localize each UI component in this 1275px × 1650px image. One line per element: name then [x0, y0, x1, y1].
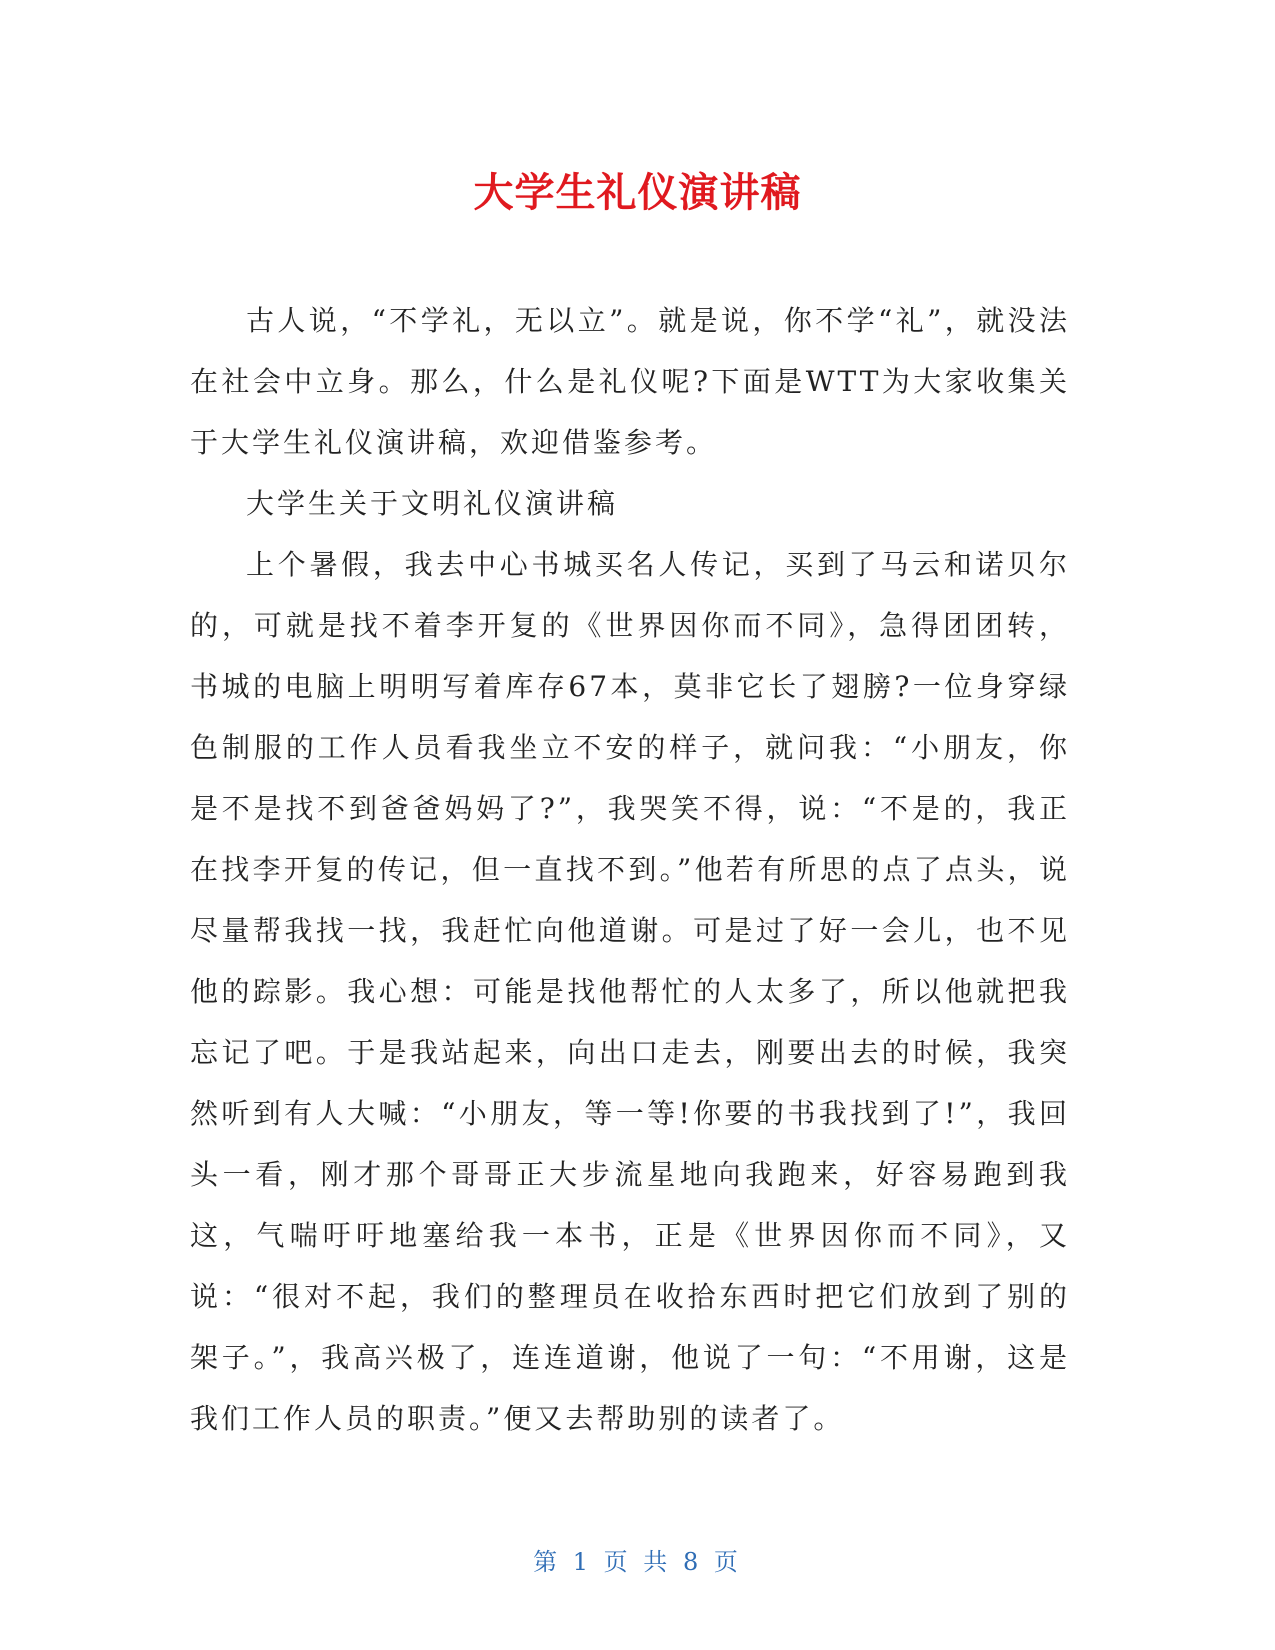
paragraph-subheading: 大学生关于文明礼仪演讲稿	[246, 487, 619, 520]
paragraph-intro: 古人说，“不学礼，无以立”。就是说，你不学“礼”，就没法在社会中立身。那么，什么是礼仪呢?下面是WTT为大家收集关于大学生礼仪演讲稿，欢迎借鉴参考。	[190, 304, 1070, 459]
page-number-footer: 第 1 页 共 8 页	[533, 1548, 742, 1576]
paragraph-story: 上个暑假，我去中心书城买名人传记，买到了马云和诺贝尔的，可就是找不着李开复的《世界因你而不同》，急得团团转，书城的电脑上明明写着库存67本，莫非它长了翅膀?一位身穿绿色制服的工作人员看我坐立不安的样子，就问我：“小朋友，你是不是找不到爸爸妈妈了?”，我哭笑不得，说：“不是的，我正在找李开复的传记，但一直找不到。”他若有所思的点了点头，说尽量帮我找一找，我赶忙向他道谢。可是过了好一会儿，也不见他的踪影。我心想：可能是找他帮忙的人太多了，所以他就把我忘记了吧。于是我站起来，向出口走去，刚要出去的时候，我突然听到有人大喊：“小朋友，等一等!你要的书我找到了!”，我回头一看，刚才那个哥哥正大步流星地向我跑来，好容易跑到我这，气喘吁吁地塞给我一本书，正是《世界因你而不同》，又说：“很对不起，我们的整理员在收拾东西时把它们放到了别的架子。”，我高兴极了，连连道谢，他说了一句：“不用谢，这是我们工作人员的职责。”便又去帮助别的读者了。	[190, 548, 1070, 1435]
document-title: 大学生礼仪演讲稿	[473, 170, 802, 216]
document-body	[190, 290, 1070, 1449]
